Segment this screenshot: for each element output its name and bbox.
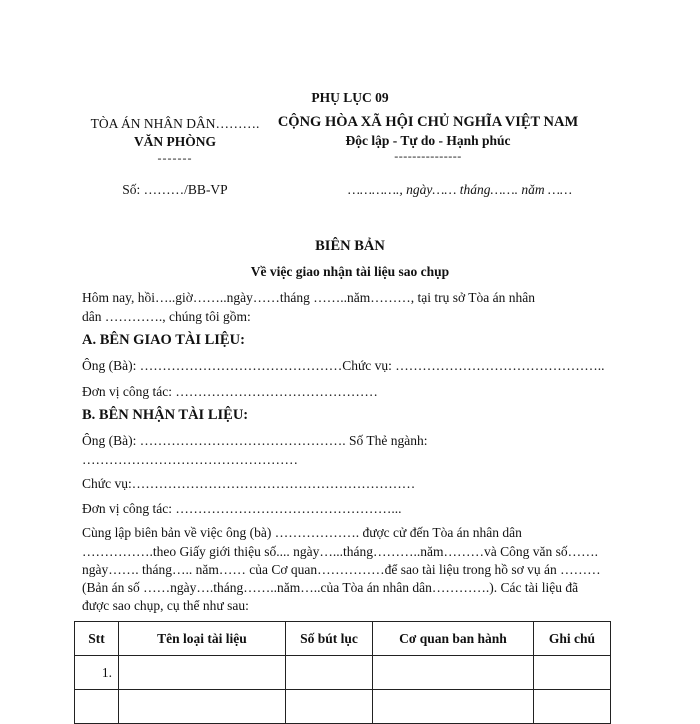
table-cell <box>534 656 611 690</box>
court-name: TÒA ÁN NHÂN DÂN………. <box>90 116 260 131</box>
appendix-label: PHỤ LỤC 09 <box>311 90 389 105</box>
body-line-4: (Bản án số ……ngày….tháng……..năm…..của Tòa án nhân dân………….). Các tài liệu đã <box>82 580 579 595</box>
col-header-issuer: Cơ quan ban hành <box>373 622 534 656</box>
body-line-5: được sao chụp, cụ thể như sau: <box>82 598 249 613</box>
col-header-stt: Stt <box>75 622 119 656</box>
col-header-note: Ghi chú <box>534 622 611 656</box>
court-divider: ------- <box>157 151 193 165</box>
nation-motto: Độc lập - Tự do - Hạnh phúc <box>345 133 511 148</box>
intro-line-2: dân …………., chúng tôi gồm: <box>82 309 251 324</box>
section-b-position-line: Chức vụ:……………………………………………………… <box>82 476 416 491</box>
col-header-doc-type: Tên loại tài liệu <box>119 622 286 656</box>
table-cell <box>286 656 373 690</box>
date-line: …………., ngày…… tháng……. năm …… <box>348 182 572 197</box>
section-a-heading: A. BÊN GIAO TÀI LIỆU: <box>82 332 245 348</box>
document-number: Số: ………/BB-VP <box>122 182 228 197</box>
table-cell <box>75 690 119 724</box>
documents-table <box>74 621 611 724</box>
section-b-unit-line: Đơn vị công tác: …………………………………………... <box>82 501 402 516</box>
nation-divider: --------------- <box>394 149 462 163</box>
intro-line-1: Hôm nay, hồi…..giờ……..ngày……tháng ……..năm………, tại trụ sở Tòa án nhân <box>82 290 535 305</box>
table-cell: 1. <box>75 656 119 690</box>
table-cell <box>119 690 286 724</box>
table-cell <box>534 690 611 724</box>
document-title: BIÊN BẢN <box>315 238 385 254</box>
section-b-card-line: ………………………………………… <box>82 452 298 467</box>
national-header <box>268 114 588 164</box>
section-b-heading: B. BÊN NHẬN TÀI LIỆU: <box>82 407 249 423</box>
table-cell <box>119 656 286 690</box>
section-a-unit-line: Đơn vị công tác: ……………………………………… <box>82 384 378 399</box>
nation-name: CỘNG HÒA XÃ HỘI CHỦ NGHĨA VIỆT NAM <box>277 114 579 130</box>
court-block <box>60 116 290 166</box>
section-a-name-line: Ông (Bà): ………………………………………Chức vụ: ……………………………………….. <box>82 358 605 373</box>
document-subtitle: Về việc giao nhận tài liệu sao chụp <box>250 264 450 279</box>
table-cell <box>373 656 534 690</box>
table-row <box>75 656 611 690</box>
table-row <box>75 690 611 724</box>
table-header-row <box>75 622 611 656</box>
table-cell <box>286 690 373 724</box>
body-line-3: ngày……. tháng….. năm…… của Cơ quan……………để sao tài liệu trong hồ sơ vụ án ……… <box>82 562 601 577</box>
table-cell <box>373 690 534 724</box>
col-header-page-number: Số bút lục <box>286 622 373 656</box>
body-line-2: …………….theo Giấy giới thiệu số.... ngày…...tháng………..năm………và Công văn số……. <box>82 544 598 559</box>
office-name: VĂN PHÒNG <box>133 134 217 149</box>
section-b-name-line: Ông (Bà): ………………………………………. Số Thẻ ngành: <box>82 433 428 448</box>
body-line-1: Cùng lập biên bản về việc ông (bà) ………………. được cử đến Tòa án nhân dân <box>82 525 522 540</box>
